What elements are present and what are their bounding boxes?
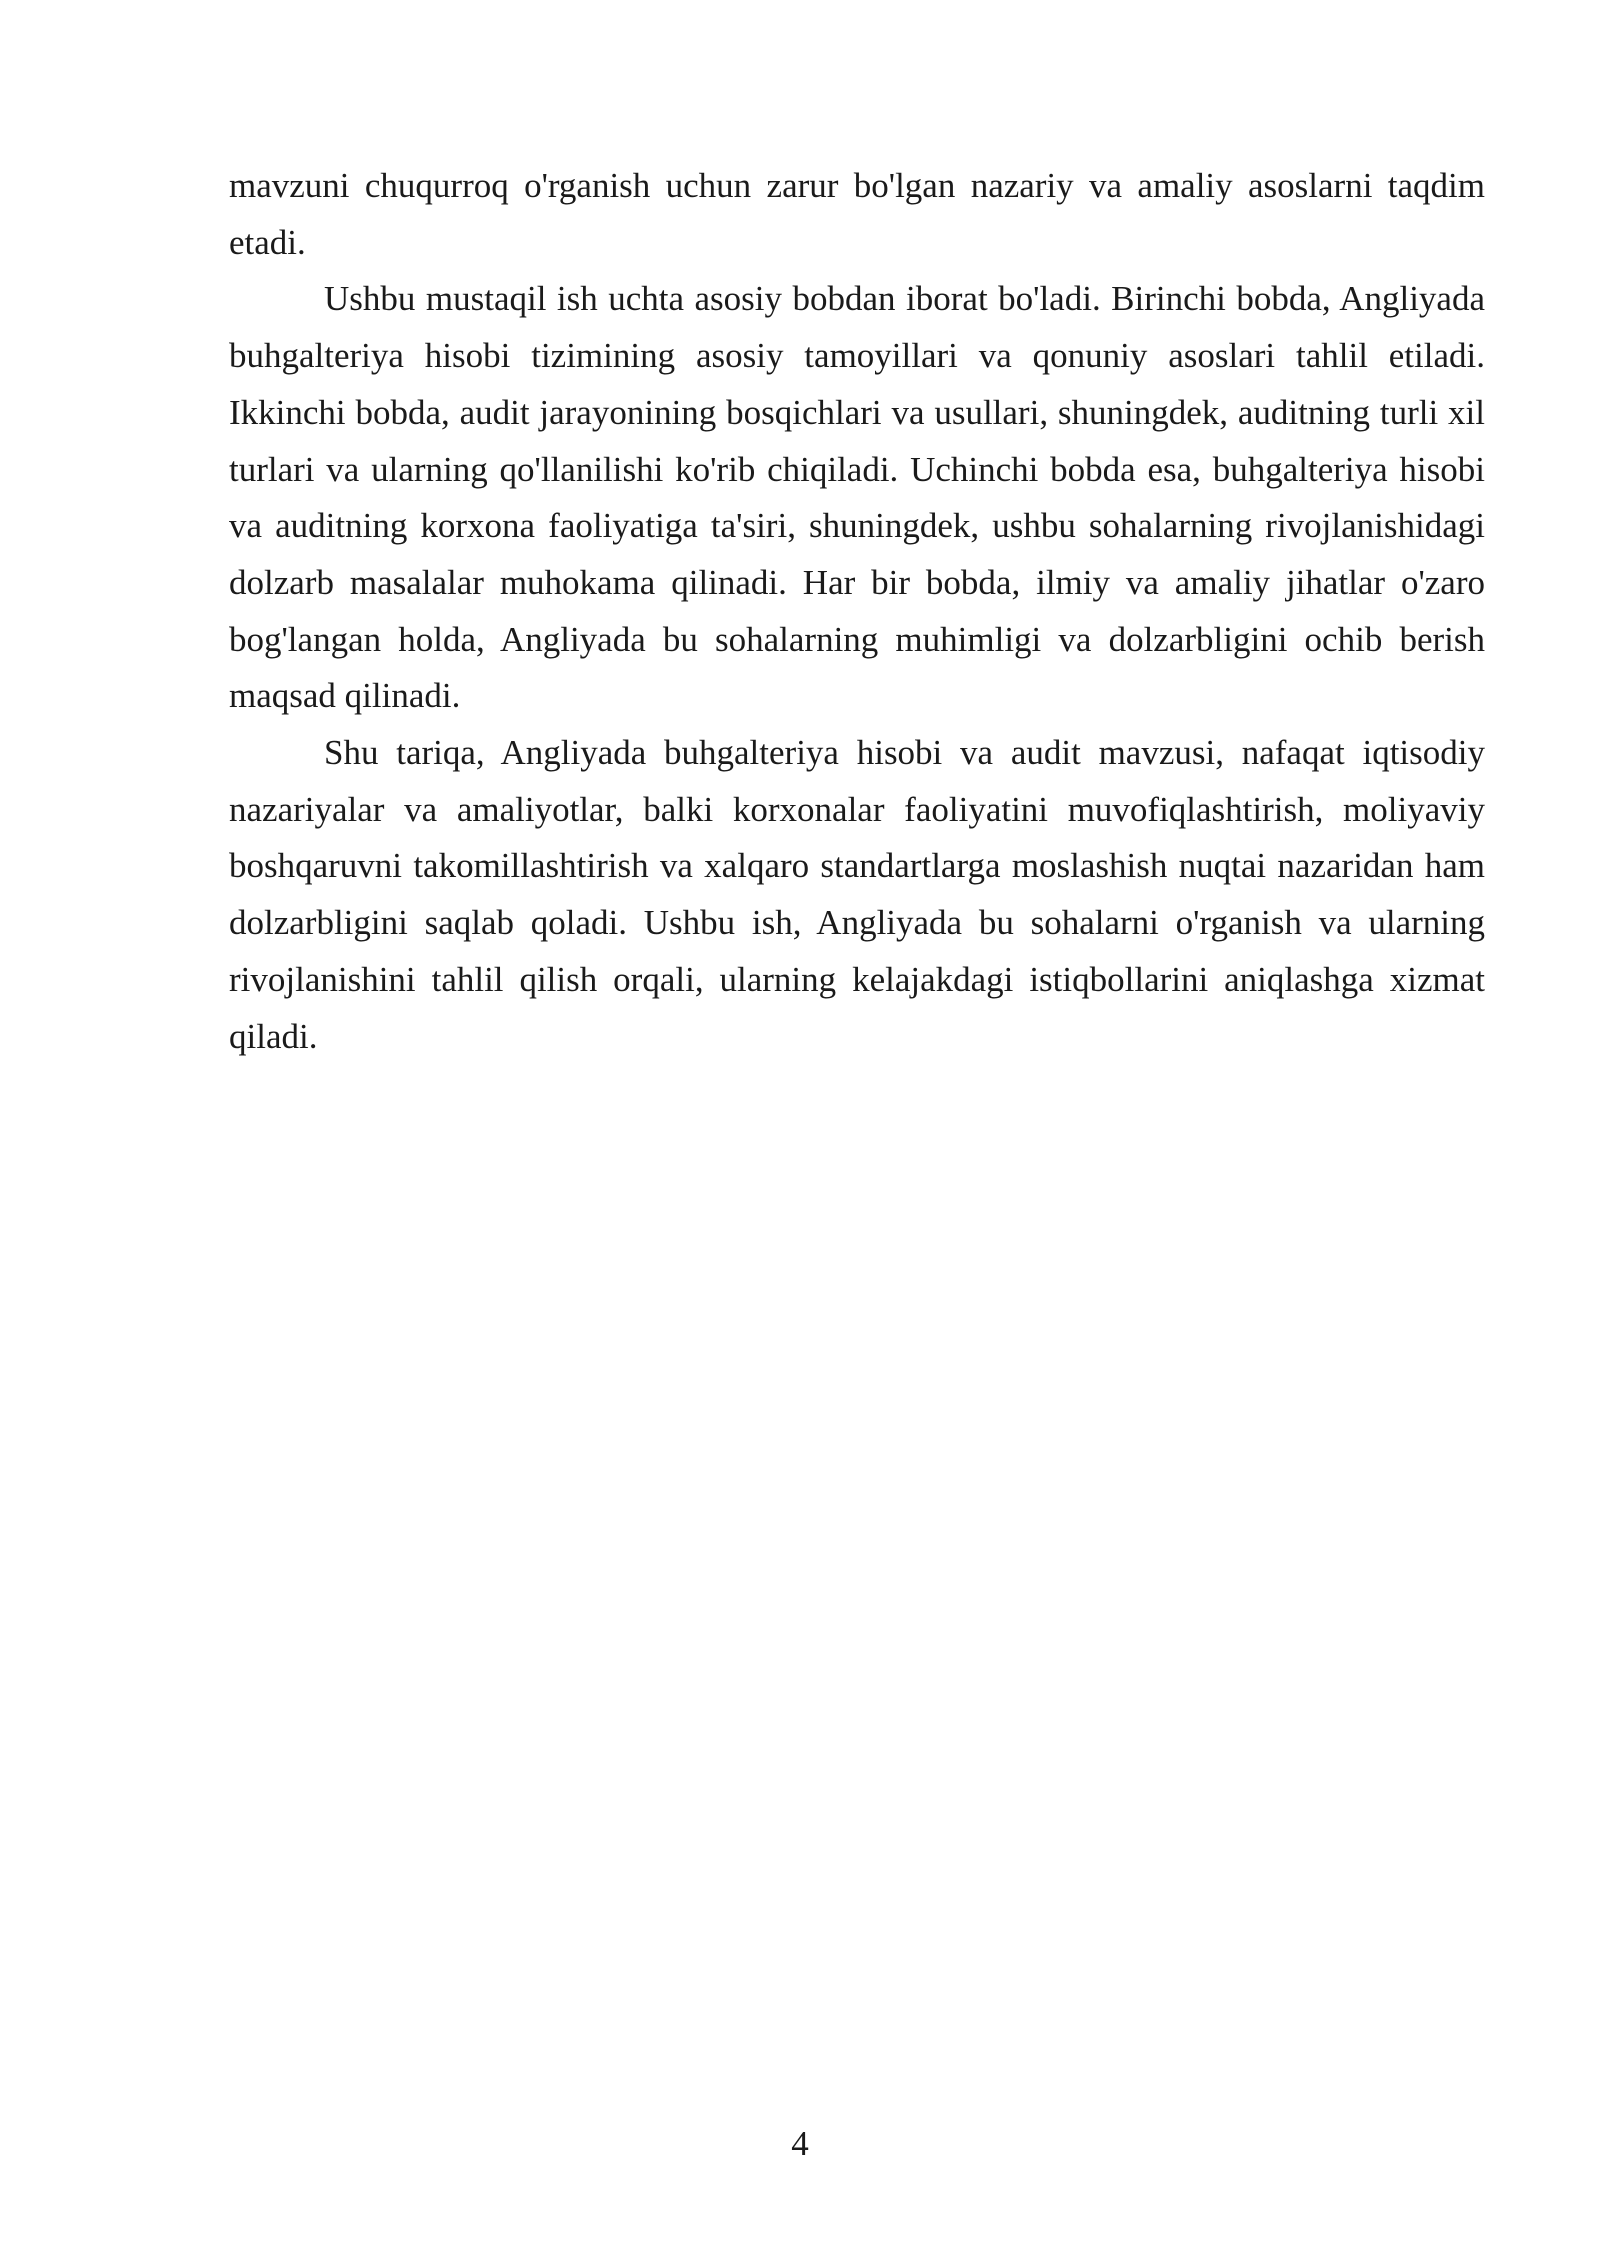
paragraph-continuation: mavzuni chuqurroq o'rganish uchun zarur bo'lgan nazariy va amaliy asoslarni taqdim etadi. (229, 166, 1485, 262)
paragraph-conclusion: Shu tariqa, Angliyada buhgalteriya hisobi va audit mavzusi, nafaqat iqtisodiy nazariyalar va amaliyotlar, balki korxonalar faoliyatini muvofiqlashtirish, moliyaviy boshqaruvni takomillashtirish va xalqaro standartlarga moslashish nuqtai nazaridan ham dolzarbligini saqlab qoladi. Ushbu ish, Angliyada bu sohalarni o'rganish va ularning rivojlanishini tahlil qilish orqali, ularning kelajakdagi istiqbollarini aniqlashga xizmat qiladi. (229, 733, 1485, 1056)
page-number: 4 (791, 2124, 809, 2163)
body-text (229, 158, 1485, 1065)
paragraph-chapters-overview: Ushbu mustaqil ish uchta asosiy bobdan iborat bo'ladi. Birinchi bobda, Angliyada buhgalteriya hisobi tizimining asosiy tamoyillari va qonuniy asoslari tahlil etiladi. Ikkinchi bobda, audit jarayonining bosqichlari va usullari, shuningdek, auditning turli xil turlari va ularning qo'llanilishi ko'rib chiqiladi. Uchinchi bobda esa, buhgalteriya hisobi va auditning korxona faoliyatiga ta'siri, shuningdek, ushbu sohalarning rivojlanishidagi dolzarb masalalar muhokama qilinadi. Har bir bobda, ilmiy va amaliy jihatlar o'zaro bog'langan holda, Angliyada bu sohalarning muhimligi va dolzarbligini ochib berish maqsad qilinadi. (229, 279, 1485, 716)
